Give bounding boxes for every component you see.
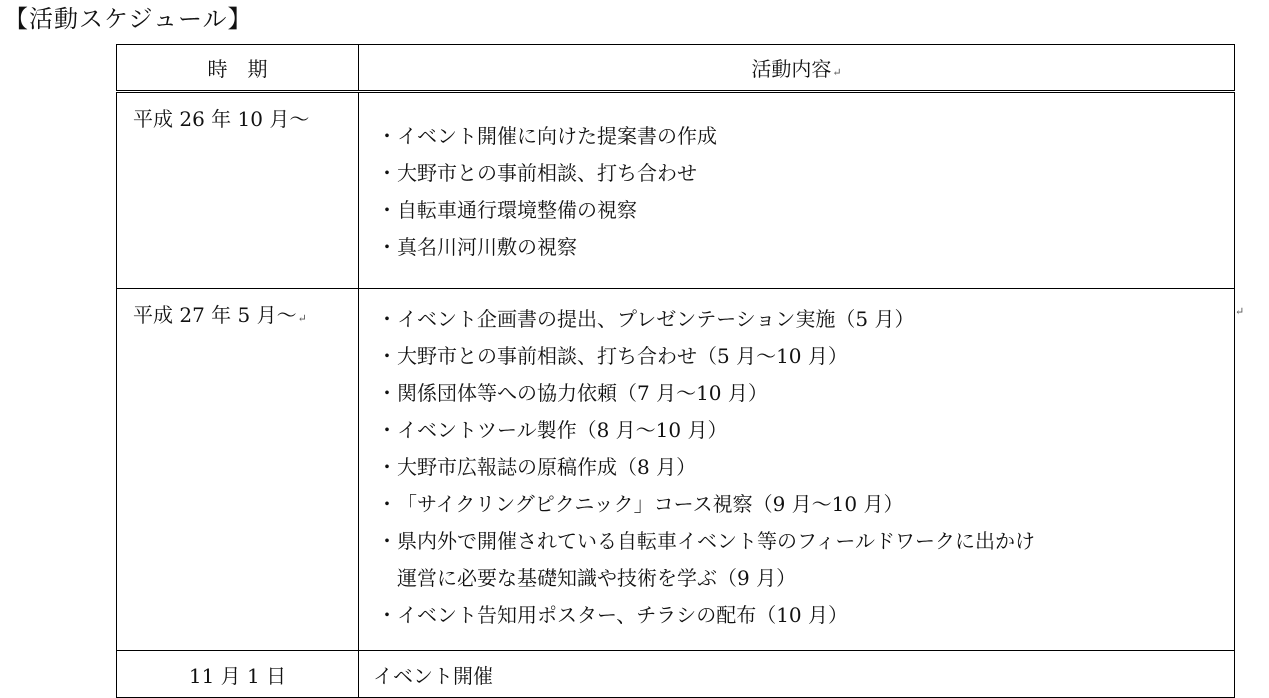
activity-text: イベント企画書の提出、プレゼンテーション実施（5 月） (397, 307, 915, 331)
list-item (377, 375, 1234, 412)
bullet: ・ (377, 418, 397, 442)
period-label: 平成 27 年 5 月～ (133, 303, 297, 327)
activity-text: 「サイクリングピクニック」コース視察（9 月～10 月） (397, 492, 904, 516)
bullet: ・ (377, 307, 397, 331)
bullet: ・ (377, 603, 397, 627)
activity-text: 関係団体等への協力依頼（7 月～10 月） (397, 381, 768, 405)
activity-text: 県内外で開催されている自転車イベント等のフィールドワークに出かけ (397, 529, 1035, 553)
paragraph-mark-icon: ↵ (297, 312, 307, 325)
activity-list (359, 93, 1234, 266)
period-cell (117, 289, 359, 651)
paragraph-mark-icon: ↵ (1235, 305, 1245, 318)
activity-text: イベントツール製作（8 月～10 月） (397, 418, 728, 442)
table-header-row (117, 45, 1235, 92)
schedule-table (116, 44, 1235, 698)
activity-text: 真名川河川敷の視察 (397, 235, 577, 259)
list-item (377, 486, 1234, 523)
bullet: ・ (377, 235, 397, 259)
activity-text: イベント開催 (373, 663, 493, 688)
list-item (377, 338, 1234, 375)
list-item (377, 155, 1234, 192)
header-period (117, 45, 359, 92)
bullet: ・ (377, 529, 397, 553)
header-period-label: 時 期 (207, 57, 268, 81)
list-item (377, 412, 1234, 449)
bullet: ・ (377, 492, 397, 516)
header-content (359, 45, 1235, 92)
activity-text: 大野市広報誌の原稿作成（8 月） (397, 455, 697, 479)
bullet: ・ (377, 381, 397, 405)
table-row (117, 92, 1235, 289)
activity-text: 大野市との事前相談、打ち合わせ（5 月～10 月） (397, 344, 848, 368)
list-item (377, 118, 1234, 155)
content-cell (359, 651, 1235, 698)
bullet: ・ (377, 344, 397, 368)
list-item (377, 449, 1234, 486)
activity-text: イベント告知用ポスター、チラシの配布（10 月） (397, 603, 849, 627)
list-item (377, 192, 1234, 229)
activity-text: 自転車通行環境整備の視察 (397, 198, 637, 222)
period-cell (117, 92, 359, 289)
bullet: ・ (377, 198, 397, 222)
period-label: 11 月 1 日 (188, 663, 287, 688)
list-item (377, 523, 1234, 597)
activity-list (359, 289, 1234, 634)
bullet: ・ (377, 455, 397, 479)
activity-text-continuation: 運営に必要な基礎知識や技術を学ぶ（9 月） (397, 566, 797, 590)
list-item (377, 301, 1234, 338)
period-cell (117, 651, 359, 698)
bullet: ・ (377, 161, 397, 185)
list-item (377, 229, 1234, 266)
page-heading: 【活動スケジュール】 (4, 5, 253, 33)
content-cell (359, 92, 1235, 289)
period-label: 平成 26 年 10 月～ (133, 107, 310, 131)
content-cell (359, 289, 1235, 651)
table-row (117, 289, 1235, 651)
bullet: ・ (377, 124, 397, 148)
table-row (117, 651, 1235, 698)
header-content-label: 活動内容 (751, 57, 832, 81)
paragraph-mark-icon: ↵ (832, 66, 842, 79)
list-item (377, 597, 1234, 634)
activity-text: イベント開催に向けた提案書の作成 (397, 124, 717, 148)
activity-text: 大野市との事前相談、打ち合わせ (397, 161, 697, 185)
